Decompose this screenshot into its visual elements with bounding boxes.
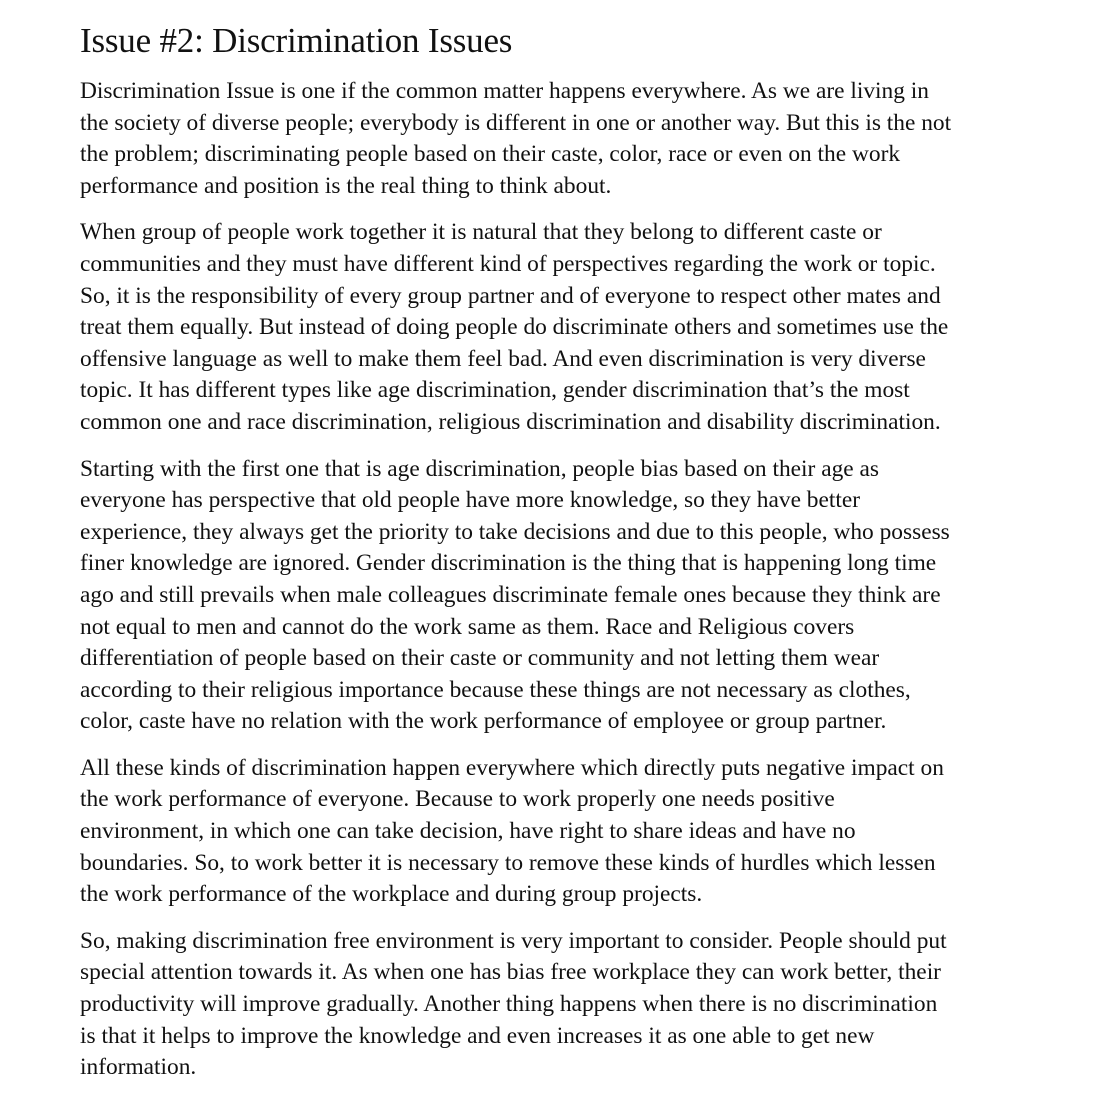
paragraph-line: offensive language as well to make them feel bad. And even discrimination is very diverse xyxy=(80,345,926,372)
paragraph-line: All these kinds of discrimination happen everywhere which directly puts negative impact on xyxy=(80,754,944,781)
paragraph-line: everyone has perspective that old people have more knowledge, so they have better xyxy=(80,487,861,514)
paragraph-line: So, making discrimination free environment is very important to consider. People should put xyxy=(80,927,947,954)
document-title: Issue #2: Discrimination Issues xyxy=(80,21,513,60)
paragraph-line: communities and they must have different kind of perspectives regarding the work or topic. xyxy=(80,250,936,277)
paragraph-5 xyxy=(80,926,1040,1084)
paragraph-4 xyxy=(80,753,1040,911)
paragraph-line: When group of people work together it is natural that they belong to different caste or xyxy=(80,219,882,246)
paragraph-line: common one and race discrimination, religious discrimination and disability discrimination. xyxy=(80,408,941,435)
paragraph-line: environment, in which one can take decision, have right to share ideas and have no xyxy=(80,818,856,845)
paragraph-line: Starting with the first one that is age discrimination, people bias based on their age as xyxy=(80,455,879,482)
paragraph-line: differentiation of people based on their caste or community and not letting them wear xyxy=(80,645,880,672)
paragraph-line: productivity will improve gradually. Another thing happens when there is no discrimination xyxy=(80,991,938,1018)
paragraph-line: the work performance of the workplace and during group projects. xyxy=(80,881,703,908)
paragraph-line: the society of diverse people; everybody is different in one or another way. But this is the not xyxy=(80,109,952,136)
paragraph-line: performance and position is the real thing to think about. xyxy=(80,172,612,199)
paragraph-line: color, caste have no relation with the work performance of employee or group partner. xyxy=(80,708,887,735)
document-page xyxy=(80,18,1040,1099)
paragraph-line: the problem; discriminating people based on their caste, color, race or even on the work xyxy=(80,141,901,168)
paragraph-line: experience, they always get the priority to take decisions and due to this people, who possess xyxy=(80,518,950,545)
paragraph-3 xyxy=(80,454,1040,738)
paragraph-line: ago and still prevails when male colleagues discriminate female ones because they think are xyxy=(80,581,941,608)
paragraph-line: finer knowledge are ignored. Gender discrimination is the thing that is happening long time xyxy=(80,550,937,577)
paragraph-2 xyxy=(80,217,1040,438)
paragraph-1 xyxy=(80,76,1040,202)
paragraph-line: treat them equally. But instead of doing people do discriminate others and sometimes use the xyxy=(80,314,949,341)
paragraph-line: Discrimination Issue is one if the common matter happens everywhere. As we are living in xyxy=(80,78,929,104)
paragraph-line: So, it is the responsibility of every group partner and of everyone to respect other mates and xyxy=(80,282,941,309)
paragraph-line: boundaries. So, to work better it is necessary to remove these kinds of hurdles which lessen xyxy=(80,849,936,876)
paragraph-line: topic. It has different types like age discrimination, gender discrimination that’s the most xyxy=(80,377,910,404)
paragraph-line: is that it helps to improve the knowledge and even increases it as one able to get new xyxy=(80,1022,875,1049)
paragraph-line: not equal to men and cannot do the work same as them. Race and Religious covers xyxy=(80,613,855,640)
paragraph-line: information. xyxy=(80,1054,197,1081)
paragraph-line: special attention towards it. As when one has bias free workplace they can work better, their xyxy=(80,959,941,986)
paragraph-line: the work performance of everyone. Because to work properly one needs positive xyxy=(80,786,835,813)
paragraph-line: according to their religious importance because these things are not necessary as clothes, xyxy=(80,676,911,703)
